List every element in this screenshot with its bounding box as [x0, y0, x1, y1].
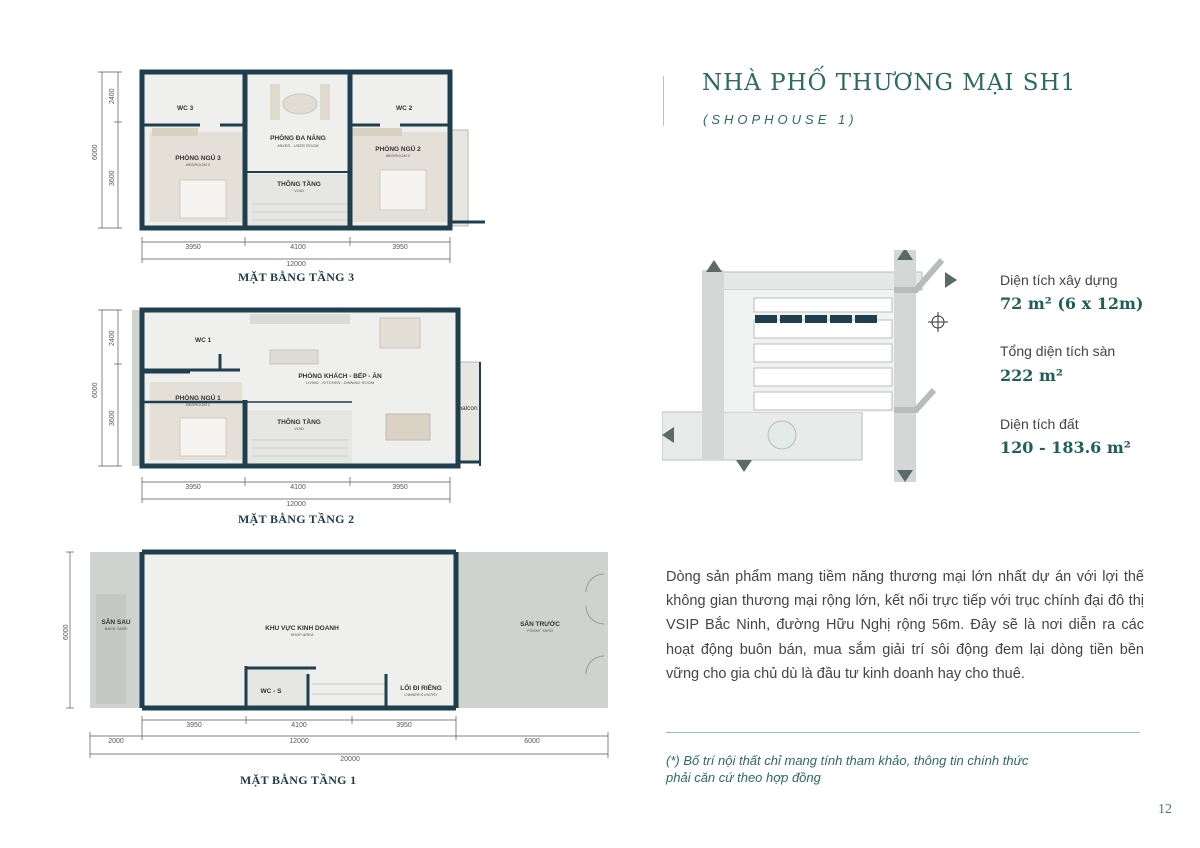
f1-back-en: BACK YARD: [104, 626, 128, 631]
page-number: 12: [1158, 802, 1172, 817]
f2-dim-left-bottom: 3600: [109, 410, 116, 426]
f2-void-en: VOID: [294, 426, 304, 431]
floor2-plan: [80, 302, 500, 507]
f1-dim-1: 3950: [186, 722, 202, 729]
f2-void: THÔNG TẦNG: [277, 419, 321, 426]
f3-dim-2: 4100: [290, 244, 306, 251]
f3-dim-3: 3950: [392, 244, 408, 251]
f2-dim-left-top: 2400: [109, 330, 116, 346]
site-map: [662, 250, 957, 482]
stat-value-build-area: 72 m² (6 x 12m): [1000, 294, 1144, 313]
f1-shop: KHU VỰC KINH DOANH: [265, 625, 339, 632]
stat-value-floor-area: 222 m²: [1000, 366, 1063, 385]
f2-bed1: PHÒNG NGỦ 1: [175, 395, 221, 402]
f3-dim-left-bottom: 3600: [109, 170, 116, 186]
disclaimer-note: (*) Bố trí nội thất chỉ mang tính tham khảo, thông tin chính thức phải căn cứ theo hợp đồng: [666, 753, 1029, 785]
stat-label-land-area: Diện tích đất: [1000, 416, 1079, 432]
f3-multi-en: MIXED - USER ROOM: [277, 143, 319, 148]
f2-living: PHÒNG KHÁCH - BẾP - ĂN: [298, 373, 382, 380]
f1-dim-mid-total: 12000: [289, 738, 309, 745]
floor1-label: MẶT BẰNG TẦNG 1: [240, 773, 357, 787]
f3-dim-left-total: 6000: [92, 144, 99, 160]
f1-dim-front: 6000: [524, 738, 540, 745]
f1-wc: WC - S: [260, 688, 282, 695]
f1-front: SÂN TRƯỚC: [520, 621, 560, 628]
floor3-label: MẶT BẰNG TẦNG 3: [238, 270, 355, 284]
f3-wc2: WC 2: [396, 105, 413, 112]
f2-dim-1: 3950: [185, 484, 201, 491]
f1-dim-2: 4100: [291, 722, 307, 729]
f2-dim-3: 3950: [392, 484, 408, 491]
f2-dim-total: 12000: [286, 501, 306, 507]
f1-shop-en: SHOP AREA: [290, 632, 314, 637]
floor2-label: MẶT BẰNG TẦNG 2: [238, 512, 355, 526]
f3-bed3: PHÒNG NGỦ 3: [175, 155, 221, 162]
f1-dim-back: 2000: [108, 738, 124, 745]
f1-dim-3: 3950: [396, 722, 412, 729]
f2-living-en: LIVING - KITCHEN - DINNING ROOM: [305, 380, 375, 385]
f2-dim-2: 4100: [290, 484, 306, 491]
f3-dim-total: 12000: [286, 261, 306, 267]
page-title: NHÀ PHỐ THƯƠNG MẠI SH1: [702, 70, 1077, 96]
f3-void-en: VOID: [294, 188, 304, 193]
f3-dim-1: 3950: [185, 244, 201, 251]
f3-multi: PHÒNG ĐA NĂNG: [270, 135, 326, 142]
f1-entry-en: OWNER'S ENTRY: [404, 692, 438, 697]
description-paragraph: Dòng sản phẩm mang tiềm năng thương mại lớn nhất dự án với lợi thế không gian thương mại rộng lớn, kết nối trực tiếp với trục chính đại đô thị VSIP Bắc Ninh, đường Hữu Nghị rộng 56m. Đây sẽ là nơi diễn ra các hoạt động buôn bán, mua sắm giải trí sôi động đem lại dòng tiền bền vững cho gia chủ dù là đầu tư kinh doanh hay cho thuê.: [666, 569, 1144, 682]
stat-label-floor-area: Tổng diện tích sàn: [1000, 343, 1116, 359]
page-subtitle: (SHOPHOUSE 1): [703, 112, 858, 127]
f1-entry: LỐI ĐI RIÊNG: [400, 685, 442, 692]
f3-void: THÔNG TẦNG: [277, 181, 321, 188]
f1-dim-grand-total: 20000: [340, 756, 360, 763]
floor3-plan: [80, 62, 500, 267]
stat-label-build-area: Diện tích xây dựng: [1000, 272, 1118, 288]
f3-wc3: WC 3: [177, 105, 194, 112]
f2-balcony: balcon: [458, 405, 478, 412]
f2-dim-left-total: 6000: [92, 382, 99, 398]
f1-front-en: FRONT YARD: [527, 628, 553, 633]
title-divider: [663, 76, 664, 126]
f3-dim-left-top: 2400: [109, 88, 116, 104]
f2-bed1-en: BEDROOM 1: [185, 402, 211, 407]
f1-dim-left-total: 6000: [63, 624, 70, 640]
f3-bed3-en: BEDROOM 3: [185, 162, 211, 167]
f3-bed2: PHÒNG NGỦ 2: [375, 146, 421, 153]
f2-wc1: WC 1: [195, 337, 212, 344]
f3-bed2-en: BEDROOM 2: [385, 153, 411, 158]
stat-value-land-area: 120 - 183.6 m²: [1000, 438, 1131, 457]
floor1-plan: [56, 544, 616, 766]
f1-back: SÂN SAU: [101, 619, 131, 626]
note-divider: [666, 732, 1140, 733]
